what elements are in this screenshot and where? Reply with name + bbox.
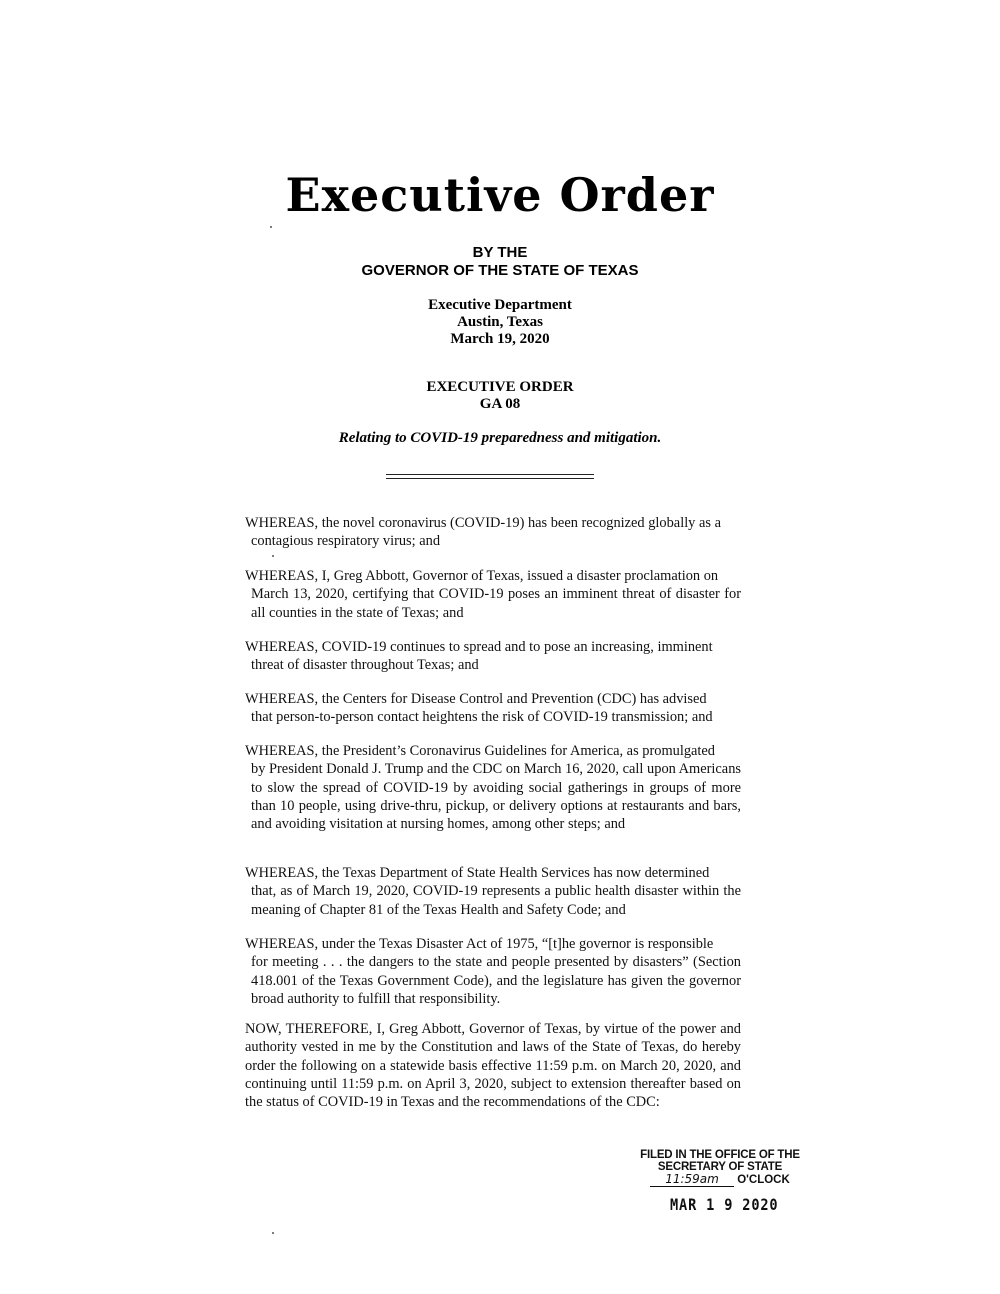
paragraph-first-line: WHEREAS, COVID-19 continues to spread and to pose an increasing, imminent [245,639,713,655]
paragraph-continuation: for meeting . . . the dangers to the state and people presented by disasters” (Section 418.001 of the Texas Government Code), and the legislature has given the governor broad authority to fulfill that responsibility. [251,954,741,1007]
paragraph-continuation: by President Donald J. Trump and the CDC on March 16, 2020, call upon Americans to slow the spread of COVID-19 by avoiding social gatherings in groups of more than 10 people, using drive-thru, pickup, or delivery options at restaurants and bars, and avoiding visitation at nursing homes, among other steps; and [251,761,741,833]
stamp-line-1: FILED IN THE OFFICE OF THE [640,1149,800,1161]
order-label: EXECUTIVE ORDER [426,379,574,395]
filing-stamp [620,1150,820,1173]
order-date: March 19, 2020 [450,331,550,347]
paragraph-first-line: WHEREAS, the Centers for Disease Control and Prevention (CDC) has advised [245,691,707,707]
document-title: Executive Order [285,168,715,222]
paragraph-first-line: WHEREAS, I, Greg Abbott, Governor of Texas, issued a disaster proclamation on [245,568,719,584]
whereas-paragraph [245,690,741,727]
now-therefore-paragraph: NOW, THEREFORE, I, Greg Abbott, Governor of Texas, by virtue of the power and authority vested in me by the Constitution and laws of the State of Texas, do hereby order the following on a statewide basis effective 11:59 p.m. on March 20, 2020, and continuing until 11:59 p.m. on April 3, 2020, subject to extension thereafter based on the status of COVID-19 in Texas and the recommendations of the CDC: [245,1021,741,1111]
order-subject: Relating to COVID-19 preparedness and mitigation. [338,430,662,446]
paragraph-continuation: that person-to-person contact heightens the risk of COVID-19 transmission; and [251,709,713,726]
stamp-oclock: O'CLOCK [737,1174,790,1186]
whereas-paragraph [245,567,741,622]
stamp-handwritten-time: 11:59am [650,1172,734,1187]
whereas-paragraph [245,742,741,833]
paragraph-first-line: WHEREAS, the Texas Department of State Health Services has now determined [245,865,710,881]
byline-governor: GOVERNOR OF THE STATE OF TEXAS [361,262,639,279]
byline-by-the: BY THE [472,244,528,261]
paragraph-continuation: March 13, 2020, certifying that COVID-19 poses an imminent threat of disaster for all counties in the state of Texas; and [251,586,741,621]
department-name: Executive Department [428,297,572,313]
order-number: GA 08 [479,396,521,412]
divider-rule [386,474,594,475]
paragraph-first-line: WHEREAS, under the Texas Disaster Act of 1975, “[t]he governor is responsible [245,936,714,952]
stamp-date: MAR 1 9 2020 [670,1195,779,1214]
stamp-line-2: SECRETARY OF STATE [657,1160,783,1173]
department-location: Austin, Texas [457,314,543,330]
divider-rule [386,478,594,479]
stamp-time-row [650,1172,800,1187]
whereas-paragraph [245,638,741,675]
scan-speck [272,1232,274,1234]
paragraph-first-line: WHEREAS, the President’s Coronavirus Guidelines for America, as promulgated [245,743,715,759]
scan-speck [272,555,274,557]
whereas-paragraph [245,514,741,551]
scan-speck [270,226,272,228]
paragraph-first-line: WHEREAS, the novel coronavirus (COVID-19) has been recognized globally as a [245,515,721,531]
paragraph-continuation: threat of disaster throughout Texas; and [251,657,479,674]
whereas-paragraph [245,935,741,1008]
paragraph-continuation: contagious respiratory virus; and [251,533,441,550]
whereas-paragraph [245,864,741,919]
paragraph-continuation: that, as of March 19, 2020, COVID-19 represents a public health disaster within the meaning of Chapter 81 of the Texas Health and Safety Code; and [251,883,741,918]
